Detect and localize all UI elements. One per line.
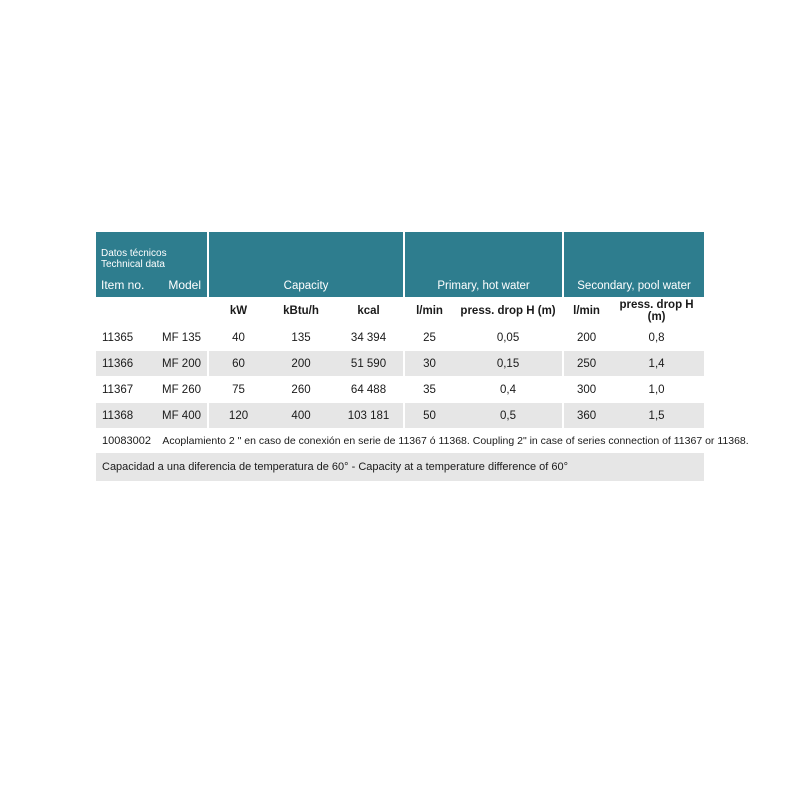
cell-secondary-flow: 250 [563,351,609,377]
cell-kcal: 64 488 [334,377,404,403]
header-capacity-cell [208,232,404,297]
cell-primary-drop: 0,15 [454,351,563,377]
table-row [96,351,704,377]
cell-item: 11368 [96,403,154,429]
note-code: 10083002 [102,435,151,447]
cell-kcal: 51 590 [334,351,404,377]
cell-kcal: 103 181 [334,403,404,429]
note-text: Acoplamiento 2 " en caso de conexión en serie de 11367 ó 11368. Coupling 2" in case of series connection of 11367 or 11368. [162,435,749,447]
header-title-en: Technical data [101,259,165,270]
unit-secondary-drop: press. drop H (m) [619,299,694,323]
header-secondary-label: Secondary, pool water [577,280,691,292]
cell-primary-flow: 50 [404,403,454,429]
cell-model: MF 200 [154,351,208,377]
table-row [96,377,704,403]
cell-secondary-drop: 1,4 [609,351,704,377]
note-row [96,429,704,454]
unit-kcal: kcal [357,305,380,317]
units-empty-item [96,297,154,325]
unit-primary-drop: press. drop H (m) [460,305,556,317]
cell-primary-flow: 35 [404,377,454,403]
cell-kbtu: 260 [268,377,334,403]
table-header-row [96,232,704,297]
header-primary-cell [404,232,563,297]
cell-kcal: 34 394 [334,325,404,351]
header-item-model-cell [96,232,208,297]
cell-secondary-flow: 360 [563,403,609,429]
table-row [96,325,704,351]
unit-kw: kW [208,297,268,325]
cell-primary-drop: 0,05 [454,325,563,351]
units-empty-model [154,297,208,325]
cell-kw: 60 [208,351,268,377]
unit-secondary-flow: l/min [563,297,609,325]
table-row [96,403,704,429]
cell-kbtu: 400 [268,403,334,429]
cell-kbtu: 135 [268,325,334,351]
cell-primary-flow: 25 [404,325,454,351]
technical-data-sheet [96,232,749,481]
header-title-es: Datos técnicos [101,248,167,259]
header-model-label: Model [168,278,202,292]
cell-kw: 75 [208,377,268,403]
header-item-label: Item no. [101,278,145,292]
unit-kbtu: kBtu/h [283,305,319,317]
cell-model: MF 260 [154,377,208,403]
cell-secondary-flow: 300 [563,377,609,403]
cell-secondary-flow: 200 [563,325,609,351]
unit-primary-flow: l/min [404,297,454,325]
header-secondary-cell [563,232,704,297]
units-row [96,297,704,325]
header-capacity-label: Capacity [283,280,329,292]
cell-primary-drop: 0,4 [454,377,563,403]
cell-secondary-drop: 1,0 [609,377,704,403]
footer-text: Capacidad a una diferencia de temperatura de 60° - Capacity at a temperature difference of 60° [96,453,704,481]
note-cell [96,429,749,454]
cell-kw: 40 [208,325,268,351]
cell-model: MF 135 [154,325,208,351]
cell-secondary-drop: 1,5 [609,403,704,429]
footer-row [96,453,704,481]
header-primary-label: Primary, hot water [437,280,530,292]
cell-secondary-drop: 0,8 [609,325,704,351]
cell-primary-flow: 30 [404,351,454,377]
cell-item: 11365 [96,325,154,351]
cell-kw: 120 [208,403,268,429]
cell-item: 11367 [96,377,154,403]
header-title [96,248,207,270]
technical-data-table [96,232,749,481]
cell-item: 11366 [96,351,154,377]
cell-kbtu: 200 [268,351,334,377]
cell-model: MF 400 [154,403,208,429]
cell-primary-drop: 0,5 [454,403,563,429]
